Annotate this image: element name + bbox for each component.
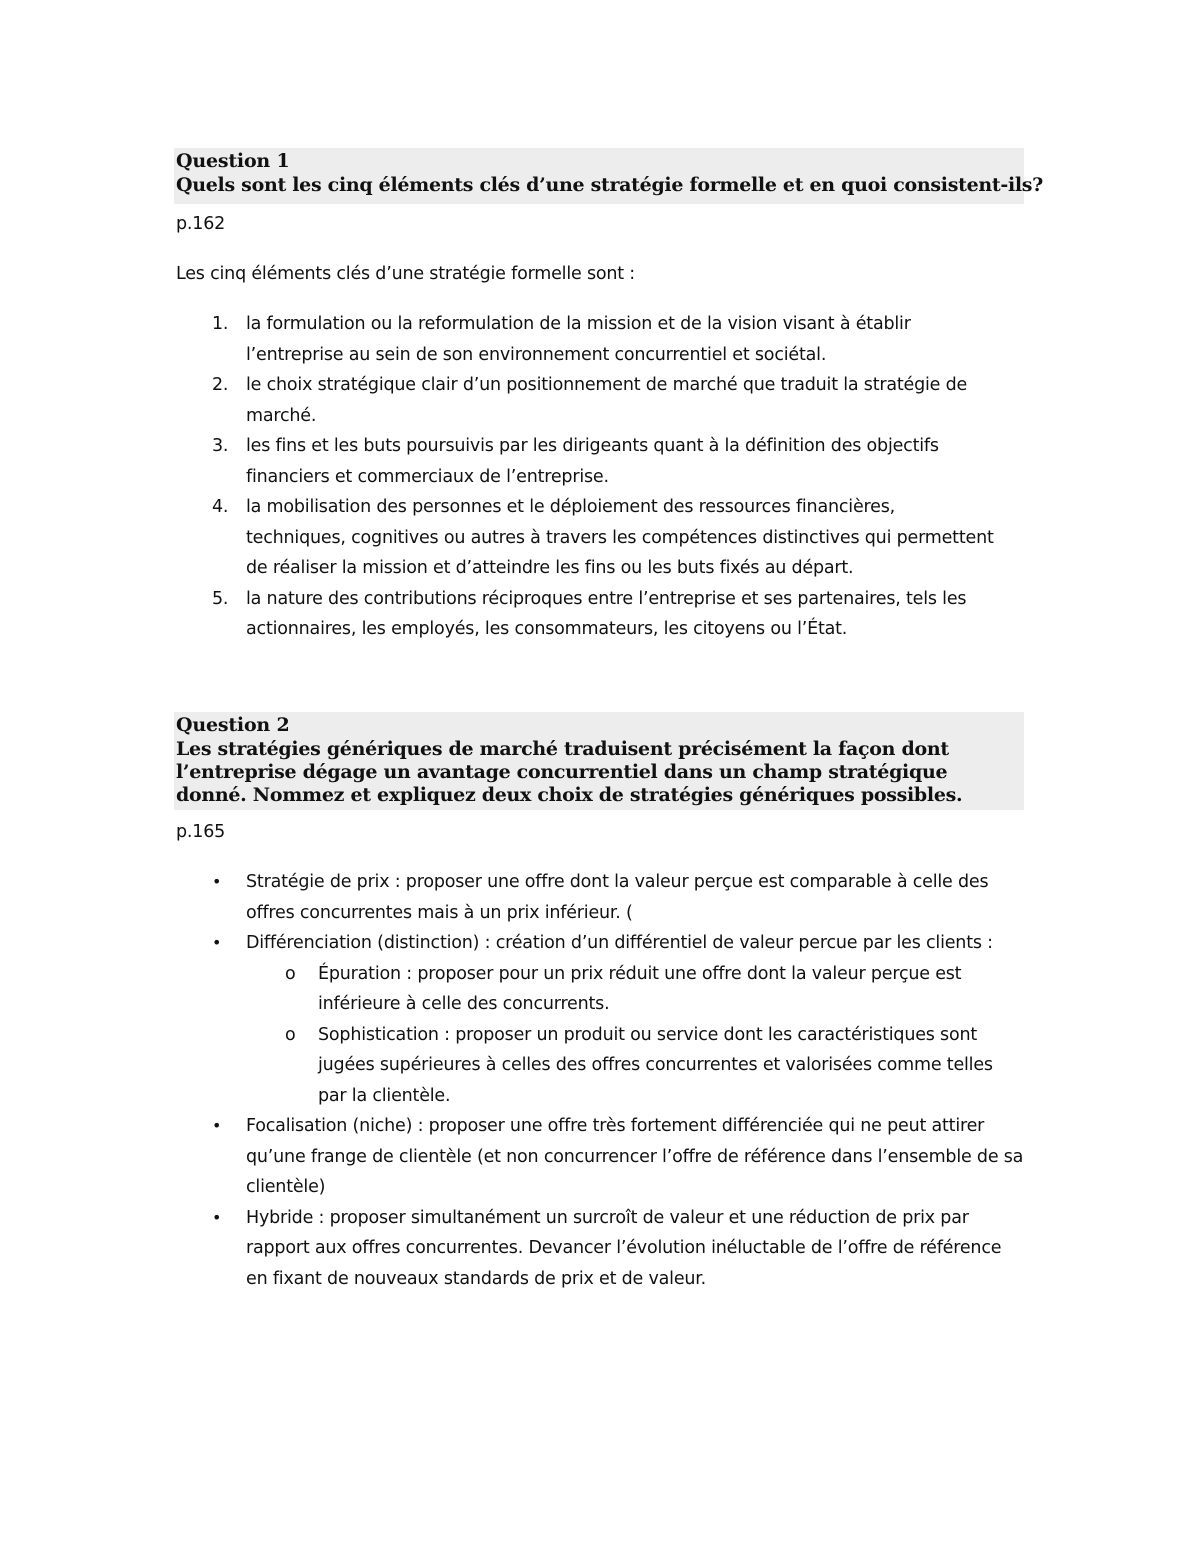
list-item-text: la mobilisation des personnes et le déploiement des ressources financières, techniques, cognitives ou autres à travers les compétences distinctives qui permettent de réaliser la mission et d’atteindre les fins ou les buts fixés au départ. [246,497,994,578]
list-item [176,309,996,370]
question-2-number: Question 2 [176,714,290,736]
bullet-icon: • [212,1207,222,1227]
bullet-icon: • [212,872,222,891]
list-item [176,584,996,645]
list-item [176,492,996,584]
sub-list-item-text: Sophistication : proposer un produit ou service dont les caractéristiques sont jugées supérieures à celles des offres concurrentes et valorisées comme telles par la clientèle. [318,1024,993,1106]
question-1-number: Question 1 [176,150,290,172]
list-item-text: Hybride : proposer simultanément un surcroît de valeur et une réduction de prix par rapport aux offres concurrentes. Devancer l’évolution inéluctable de l’offre de référence en fixant de nouveaux standards de prix et de valeur. [246,1207,1002,1289]
question-2-heading [174,712,1024,810]
list-item-text: Différenciation (distinction) : création d’un différentiel de valeur percue par les clients : [246,933,993,953]
list-marker: 5. [212,588,229,609]
sub-list-item [246,959,1026,1020]
question-2-text: Les stratégies génériques de marché traduisent précisément la façon dont l’entreprise dégage un avantage concurrentiel dans un champ stratégique donné. Nommez et expliquez deux choix de stratégies génériques possibles. [176,738,963,806]
list-item-text: la nature des contributions réciproques entre l’entreprise et ses partenaires, tels les actionnaires, les employés, les consommateurs, les citoyens ou l’État. [246,588,967,639]
sub-bullet-icon: o [285,963,296,984]
question-1-text: Quels sont les cinq éléments clés d’une stratégie formelle et en quoi consistent-ils? [176,174,1044,196]
list-marker: 2. [212,375,229,395]
list-marker: 4. [212,497,229,517]
sub-list-item-text: Épuration : proposer pour un prix réduit une offre dont la valeur perçue est inférieure à celle des concurrents. [318,963,962,1014]
list-item-text: le choix stratégique clair d’un positionnement de marché que traduit la stratégie de marché. [246,375,968,426]
list-item-text: les fins et les buts poursuivis par les dirigeants quant à la définition des objectifs financiers et commerciaux de l’entreprise. [246,436,939,487]
question-1-intro: Les cinq éléments clés d’une stratégie formelle sont : [176,264,635,284]
sub-list [246,959,1026,1112]
question-1-page-ref: p.162 [176,214,226,234]
list-item-text: Stratégie de prix : proposer une offre dont la valeur perçue est comparable à celle des offres concurrentes mais à un prix inférieur. ( [246,872,989,923]
list-item [176,1111,1026,1203]
list-item [176,867,1026,928]
bullet-icon: • [212,933,222,952]
list-marker: 1. [212,314,229,334]
question-2-page-ref: p.165 [176,822,226,842]
list-item [176,370,996,431]
question-1-heading [174,148,1044,204]
sub-bullet-icon: o [285,1024,296,1045]
list-item-text: Focalisation (niche) : proposer une offre très fortement différenciée qui ne peut attirer qu’une frange de clientèle (et non concurrencer l’offre de référence dans l’ensemble de sa clientèle) [246,1116,1024,1197]
list-item [176,928,1026,1111]
list-item [176,1203,1026,1295]
list-item [176,431,996,492]
list-marker: 3. [212,436,229,456]
bullet-icon: • [212,1116,222,1135]
question-2-list [176,867,1026,1294]
sub-list-item [246,1020,1026,1112]
list-item-text: la formulation ou la reformulation de la mission et de la vision visant à établir l’entreprise au sein de son environnement concurrentiel et sociétal. [246,314,911,365]
question-1-list [176,309,996,645]
